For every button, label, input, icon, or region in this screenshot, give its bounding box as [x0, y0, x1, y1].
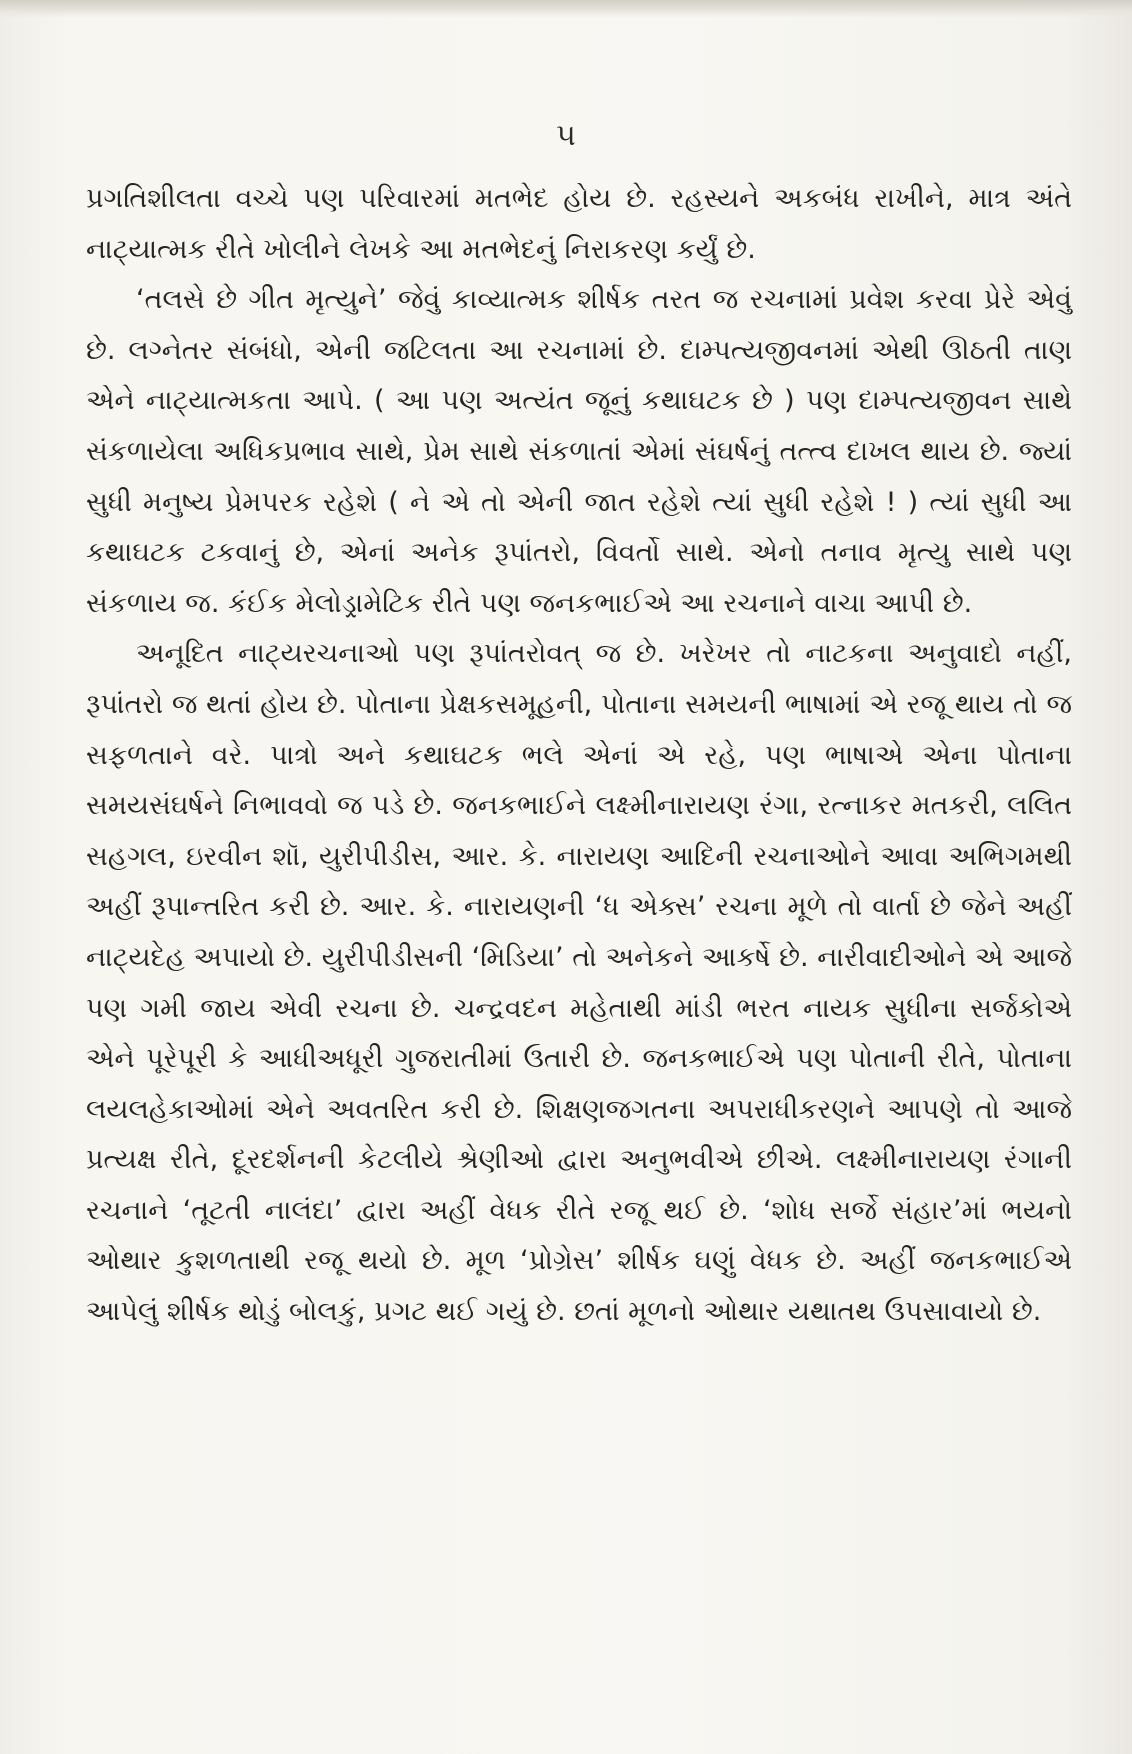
- page-number: ૫: [556, 118, 576, 153]
- paragraph-2: ‘તલસે છે ગીત મૃત્યુને’ જેવું કાવ્યાત્મક શીર્ષક તરત જ રચનામાં પ્રવેશ કરવા પ્રેરે એવું છે. લગ્નેતર સંબંધો, એની જટિલતા આ રચનામાં છે. દામ્પત્યજીવનમાં એથી ઊઠતી તાણ એને નાટ્યાત્મકતા આપે. ( આ પણ અત્યંત જૂનું કથાઘટક છે ) પણ દામ્પત્યજીવન સાથે સંકળાયેલા અધિકપ્રભાવ સાથે, પ્રેમ સાથે સંકળાતાં એમાં સંઘર્ષનું તત્ત્વ દાખલ થાય છે. જ્યાં સુધી મનુષ્ય પ્રેમપરક રહેશે ( ને એ તો એની જાત રહેશે ત્યાં સુધી રહેશે ! ) ત્યાં સુધી આ કથાઘટક ટકવાનું છે, એનાં અનેક રૂપાંતરો, વિવર્તો સાથે. એનો તનાવ મૃત્યુ સાથે પણ સંકળાય જ. કંઈક મેલોડ્રામેટિક રીતે પણ જનકભાઈએ આ રચનાને વાચા આપી છે.: [86, 284, 1072, 619]
- body-text: [86, 174, 1072, 1338]
- paragraph-3: અનૂદિત નાટ્યરચનાઓ પણ રૂપાંતરોવત્ જ છે. ખરેખર તો નાટકના અનુવાદો નહીં, રૂપાંતરો જ થતાં હોય છે. પોતાના પ્રેક્ષકસમૂહની, પોતાના સમયની ભાષામાં એ રજૂ થાય તો જ સફળતાને વરે. પાત્રો અને કથાઘટક ભલે એનાં એ રહે, પણ ભાષાએ એના પોતાના સમયસંઘર્ષને નિભાવવો જ પડે છે. જનકભાઈને લક્ષ્મીનારાયણ રંગા, રત્નાકર મતકરી, લલિત સહગલ, ઇરવીન શૉ, યુરીપીડીસ, આર. કે. નારાયણ આદિની રચનાઓને આવા અભિગમથી અહીં રૂપાન્તરિત કરી છે. આર. કે. નારાયણની ‘ધ એક્સ’ રચના મૂળે તો વાર્તા છે જેને અહીં નાટ્યદેહ અપાયો છે. યુરીપીડીસની ‘મિડિયા’ તો અનેકને આકર્ષે છે. નારીવાદીઓને એ આજે પણ ગમી જાય એવી રચના છે. ચન્દ્રવદન મહેતાથી માંડી ભરત નાયક સુધીના સર્જકોએ એને પૂરેપૂરી કે આધીઅધૂરી ગુજરાતીમાં ઉતારી છે. જનકભાઈએ પણ પોતાની રીતે, પોતાના લયલહેકાઓમાં એને અવતરિત કરી છે. શિક્ષણજગતના અપરાધીકરણને આપણે તો આજે પ્રત્યક્ષ રીતે, દૂરદર્શનની કેટલીયે શ્રેણીઓ દ્વારા અનુભવીએ છીએ. લક્ષ્મીનારાયણ રંગાની રચનાને ‘તૂટતી નાલંદા’ દ્વારા અહીં વેધક રીતે રજૂ થઈ છે. ‘શોધ સર્જે સંહાર’માં ભયનો ઓથાર કુશળતાથી રજૂ થયો છે. મૂળ ‘પ્રોગ્રેસ’ શીર્ષક ઘણું વેધક છે. અહીં જનકભાઈએ આપેલું શીર્ષક થોડું બોલકું, પ્રગટ થઈ ગયું છે. છતાં મૂળનો ઓથાર યથાતથ ઉપસાવાયો છે.: [86, 638, 1072, 1328]
- paragraph-1: પ્રગતિશીલતા વચ્ચે પણ પરિવારમાં મતભેદ હોય છે. રહસ્યને અકબંધ રાખીને, માત્ર અંતે નાટ્યાત્મક રીતે ખોલીને લેખકે આ મતભેદનું નિરાકરણ કર્યું છે.: [86, 183, 1072, 265]
- page-top-edge: [0, 0, 1132, 18]
